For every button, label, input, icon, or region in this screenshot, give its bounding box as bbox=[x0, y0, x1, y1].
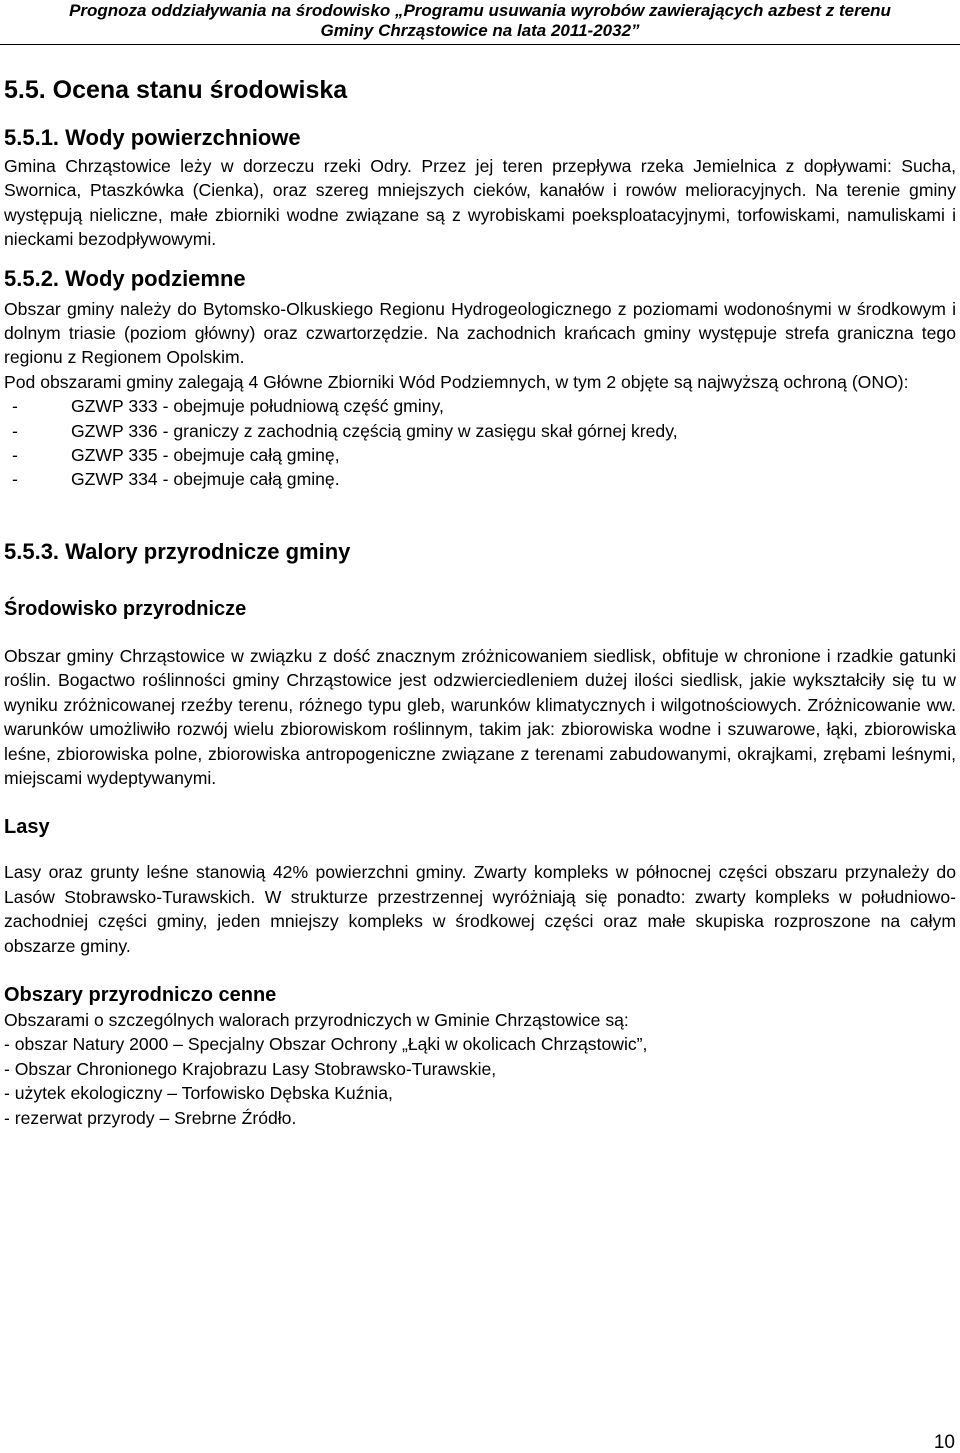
dash-bullet: - bbox=[12, 445, 18, 466]
list-item: - obszar Natury 2000 – Specjalny Obszar Ochrony „Łąki w okolicach Chrząstowic”, bbox=[4, 1034, 648, 1055]
header-line-2: Gminy Chrząstowice na lata 2011-2032” bbox=[320, 21, 640, 40]
dash-bullet: - bbox=[12, 469, 18, 490]
valuable-areas-list bbox=[4, 1032, 956, 1130]
groundwater-text-1: Obszar gminy należy do Bytomsko-Olkuskiego Regionu Hydrogeologicznego z poziomami wodonośnymi w środkowym i dolnym triasie (poziom główny) oraz czwartorzędzie. Na zachodnich krańcach gminy występuje strefa graniczna tego regionu z Regionem Opolskim. bbox=[4, 298, 956, 368]
document-body bbox=[4, 70, 956, 1130]
list-item bbox=[4, 443, 956, 467]
list-item-text: GZWP 333 - obejmuje południową część gminy, bbox=[71, 396, 444, 417]
surface-water-text: Gmina Chrząstowice leży w dorzeczu rzeki Odry. Przez jej teren przepływa rzeka Jemielnica z dopływami: Sucha, Swornica, Ptaszkówka (Cienka), oraz szereg mniejszych cieków, kanałów i rowów melioracyjnych. Na terenie gminy występują nieliczne, małe zbiorniki wodne związane są z wyrobiskami poeksploatacyjnymi, torfowiskami, namuliskami i nieckami bezodpływowymi. bbox=[4, 156, 956, 250]
list-item: - Obszar Chronionego Krajobrazu Lasy Stobrawsko-Turawskie, bbox=[4, 1058, 497, 1079]
list-item bbox=[4, 394, 956, 418]
list-item-text: GZWP 336 - graniczy z zachodnią częścią gminy w zasięgu skał górnej kredy, bbox=[71, 420, 678, 441]
list-item bbox=[4, 419, 956, 443]
header-line-1: Prognoza oddziaływania na środowisko „Programu usuwania wyrobów zawierających azbest z terenu bbox=[69, 1, 891, 20]
environment-text: Obszar gminy Chrząstowice w związku z dość znacznym zróżnicowaniem siedlisk, obfituje w chronione i rzadkie gatunki roślin. Bogactwo roślinności gminy Chrząstowice jest odzwierciedleniem dużej ilości siedlisk, jakie wykształciły się tu w wyniku zróżnicowanej rzeźby terenu, różnego typu gleb, warunków klimatycznych i wilgotnościowych. Zróżnicowanie ww. warunków umożliwiło rozwój wielu zbiorowiskom roślinnym, takim jak: zbiorowiska wodne i szuwarowe, łąki, zbiorowiska leśne, zbiorowiska polne, zbiorowiska antropogeniczne związane z terenami zabudowanymi, okrajkami, zrębami leśnymi, miejscami wydeptywanymi. bbox=[4, 645, 956, 788]
gzwp-list bbox=[4, 394, 956, 492]
environment-heading: Środowisko przyrodnicze bbox=[4, 597, 247, 620]
page-header bbox=[0, 0, 960, 45]
groundwater-title: 5.5.2. Wody podziemne bbox=[4, 265, 246, 291]
list-item: - rezerwat przyrody – Srebrne Źródło. bbox=[4, 1107, 297, 1128]
list-item-text: GZWP 335 - obejmuje całą gminę, bbox=[71, 445, 340, 466]
page-number: 10 bbox=[933, 1432, 955, 1453]
nature-title: 5.5.3. Walory przyrodnicze gminy bbox=[4, 538, 351, 564]
valuable-areas-heading: Obszary przyrodniczo cenne bbox=[4, 983, 277, 1006]
surface-water-title: 5.5.1. Wody powierzchniowe bbox=[4, 125, 301, 150]
list-item bbox=[4, 467, 956, 491]
dash-bullet: - bbox=[12, 396, 18, 417]
groundwater-text-2: Pod obszarami gminy zalegają 4 Główne Zbiorniki Wód Podziemnych, w tym 2 objęte są najwyższą ochroną (ONO): bbox=[4, 371, 909, 392]
list-item-text: GZWP 334 - obejmuje całą gminę. bbox=[71, 469, 340, 490]
list-item: - użytek ekologiczny – Torfowisko Dębska Kuźnia, bbox=[4, 1083, 393, 1104]
header-rule bbox=[0, 44, 960, 45]
dash-bullet: - bbox=[12, 420, 18, 441]
section-title: 5.5. Ocena stanu środowiska bbox=[4, 76, 348, 104]
forest-text: Lasy oraz grunty leśne stanowią 42% powierzchni gminy. Zwarty kompleks w północnej części obszaru przynależy do Lasów Stobrawsko-Turawskich. W strukturze przestrzennej wyróżniają się ponadto: zwarty kompleks w południowo-zachodniej części gminy, jeden mniejszy kompleks w środkowej części oraz małe skupiska rozproszone na całym obszarze gminy. bbox=[4, 862, 956, 956]
valuable-areas-intro: Obszarami o szczególnych walorach przyrodniczych w Gminie Chrząstowice są: bbox=[4, 1009, 629, 1030]
forest-heading: Lasy bbox=[4, 816, 50, 839]
